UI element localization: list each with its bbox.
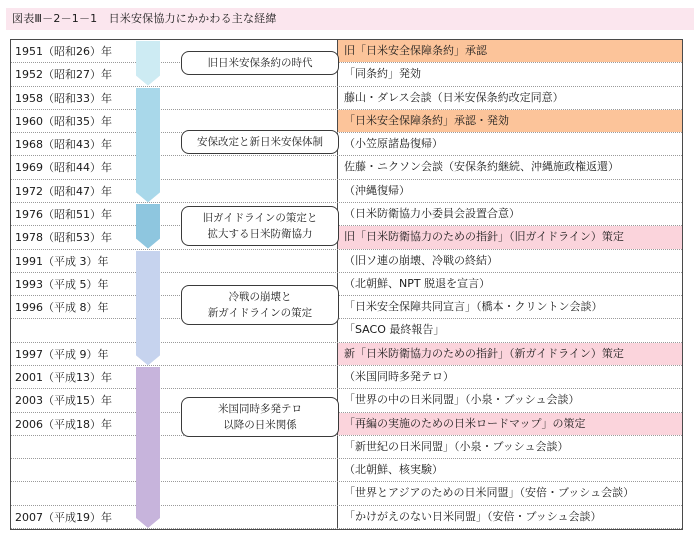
era-label xyxy=(181,130,339,154)
event-cell: 「かけがえのない日米同盟」（安倍・ブッシュ会談） xyxy=(344,509,602,523)
year-cell: 1996（平成 8）年 xyxy=(15,301,109,315)
table-row xyxy=(11,413,682,436)
table-row xyxy=(11,319,682,342)
event-cell: 新「日米防衛協力のための指針」（新ガイドライン）策定 xyxy=(338,343,682,365)
era-label xyxy=(181,51,339,75)
event-cell: （旧ソ連の崩壊、冷戦の終結） xyxy=(344,253,498,267)
era-label-line: 冷戦の崩壊と xyxy=(228,291,292,304)
event-cell: （北朝鮮、NPT 脱退を宣言） xyxy=(344,276,491,290)
year-cell: 2006（平成18）年 xyxy=(15,417,112,431)
table-row xyxy=(11,180,682,203)
year-cell: 2007（平成19）年 xyxy=(15,510,112,524)
event-cell: 藤山・ダレス会談（日米安保条約改定同意） xyxy=(344,90,564,104)
era-label-line: 旧日米安保条約の時代 xyxy=(207,57,313,70)
table-row xyxy=(11,366,682,389)
event-cell: （北朝鮮、核実験） xyxy=(344,463,443,477)
table-row xyxy=(11,296,682,319)
era-label-line: 安保改定と新日米安保体制 xyxy=(197,136,323,149)
year-cell: 2003（平成15）年 xyxy=(15,394,112,408)
timeline-table xyxy=(10,39,683,530)
event-cell: （米国同時多発テロ） xyxy=(344,370,454,383)
event-cell: 「再編の実施のための日米ロードマップ」の策定 xyxy=(338,413,682,435)
table-row xyxy=(11,226,682,249)
table-row xyxy=(11,506,682,529)
year-cell: 1951（昭和26）年 xyxy=(15,45,112,58)
era-label-line: 以降の日米関係 xyxy=(223,419,297,432)
table-row xyxy=(11,156,682,179)
era-label-line: 米国同時多発テロ xyxy=(218,403,302,416)
event-cell: 「日米安全保障条約」承認・発効 xyxy=(338,110,682,132)
year-cell: 1991（平成 3）年 xyxy=(15,254,109,268)
table-row xyxy=(11,389,682,412)
era-label-line: 新ガイドラインの策定 xyxy=(207,307,313,320)
era-arrow xyxy=(134,40,162,87)
year-cell: 1960（昭和35）年 xyxy=(15,114,112,128)
table-row xyxy=(11,343,682,366)
era-arrow xyxy=(134,203,162,250)
year-cell: 1969（昭和44）年 xyxy=(15,161,112,175)
table-row xyxy=(11,436,682,459)
table-row xyxy=(11,482,682,505)
era-label-line: 拡大する日米防衛協力 xyxy=(207,228,313,241)
event-cell: 「同条約」発効 xyxy=(344,67,421,81)
event-cell: 「世界とアジアのための日米同盟」（安倍・ブッシュ会談） xyxy=(344,486,635,500)
table-row xyxy=(11,40,682,63)
era-label xyxy=(181,206,339,246)
year-cell: 2001（平成13）年 xyxy=(15,371,112,384)
event-cell: 旧「日米安全保障条約」承認 xyxy=(338,40,682,62)
year-cell: 1958（昭和33）年 xyxy=(15,91,112,105)
event-cell: （沖縄復帰） xyxy=(344,183,410,197)
year-cell: 1952（昭和27）年 xyxy=(15,68,112,82)
year-cell: 1972（昭和47）年 xyxy=(15,184,112,198)
table-row xyxy=(11,63,682,86)
table-row xyxy=(11,203,682,226)
era-arrow xyxy=(134,87,162,203)
table-row xyxy=(11,273,682,296)
table-row xyxy=(11,250,682,273)
year-cell: 1968（昭和43）年 xyxy=(15,138,112,152)
table-row xyxy=(11,87,682,110)
era-arrow xyxy=(134,250,162,366)
table-row xyxy=(11,110,682,133)
era-label xyxy=(181,397,339,437)
event-cell: （小笠原諸島復帰） xyxy=(344,137,443,151)
event-cell: 「SACO 最終報告」 xyxy=(344,323,445,337)
era-label-line: 旧ガイドラインの策定と xyxy=(202,212,318,225)
event-cell: 「日米安全保障共同宣言」（橋本・クリントン会談） xyxy=(344,300,603,314)
figure-title: 図表Ⅲ－2－1－1 日米安保協力にかかわる主な経緯 xyxy=(6,8,694,30)
year-cell: 1997（平成 9）年 xyxy=(15,347,109,361)
table-row xyxy=(11,133,682,156)
table-row xyxy=(11,459,682,482)
year-cell: 1978（昭和53）年 xyxy=(15,231,112,245)
event-cell: 旧「日米防衛協力のための指針」（旧ガイドライン）策定 xyxy=(338,226,682,248)
era-arrow xyxy=(134,366,162,529)
event-cell: 佐藤・ニクソン会談（安保条約継続、沖縄施政権返還） xyxy=(344,160,619,174)
era-label xyxy=(181,285,339,325)
event-cell: （日米防衛協力小委員会設置合意） xyxy=(344,207,520,220)
year-cell: 1976（昭和51）年 xyxy=(15,208,112,221)
year-cell: 1993（平成 5）年 xyxy=(15,277,109,291)
event-cell: 「世界の中の日米同盟」（小泉・ブッシュ会談） xyxy=(344,393,580,407)
event-cell: 「新世紀の日米同盟」（小泉・ブッシュ会談） xyxy=(344,439,569,453)
